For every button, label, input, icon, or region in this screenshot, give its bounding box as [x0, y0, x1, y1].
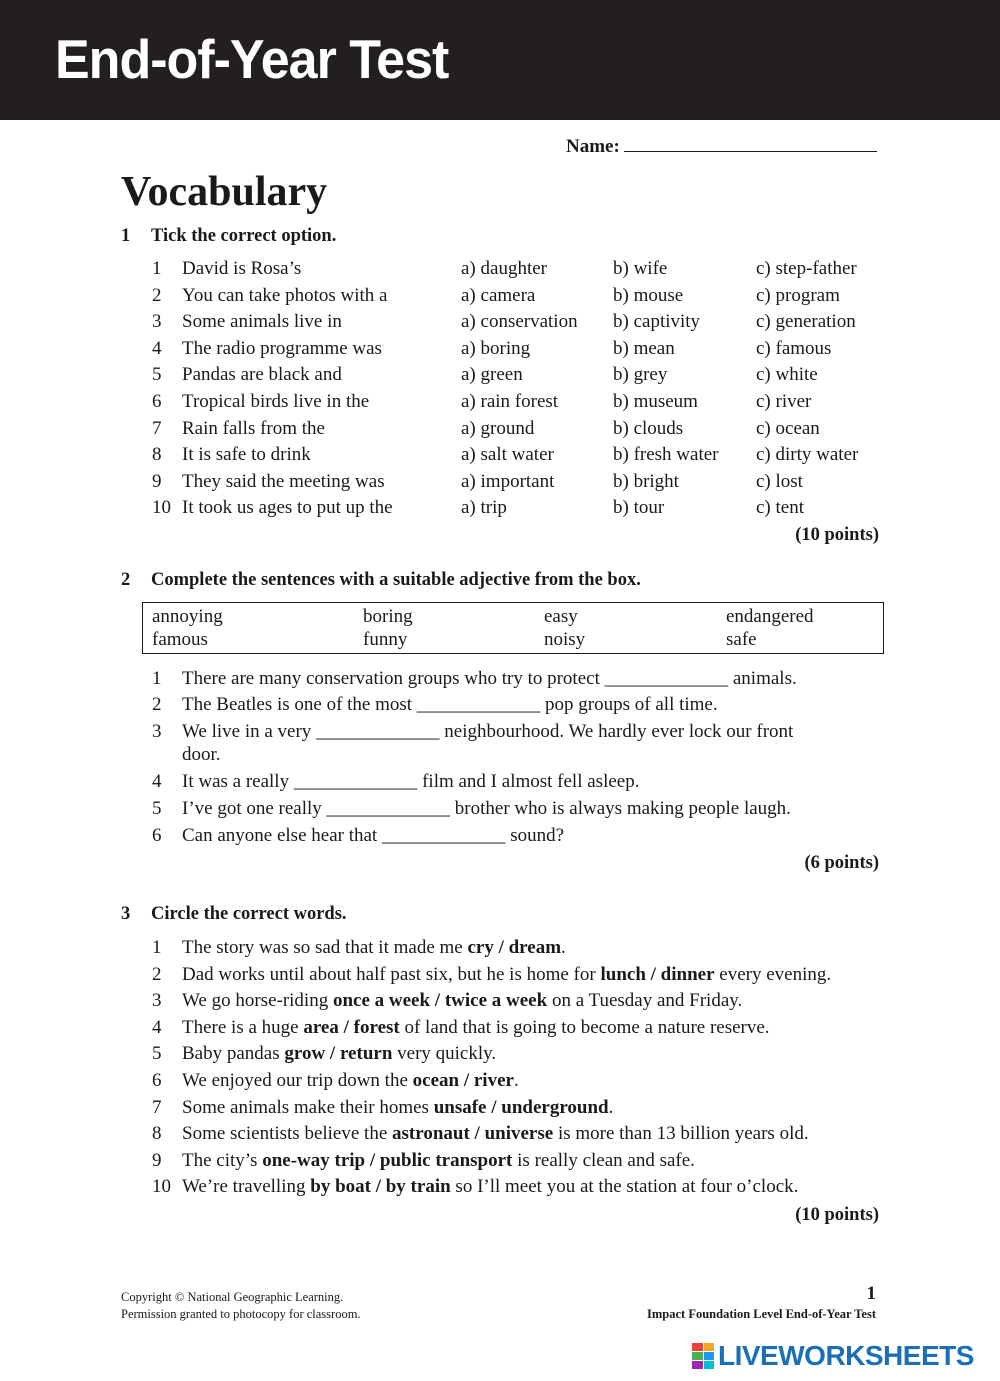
sentence-pre: There is a huge — [182, 1017, 304, 1038]
sentence-text — [182, 964, 831, 986]
question-text: Pandas are black and — [182, 364, 342, 385]
sentence-pre: We enjoyed our trip down the — [182, 1070, 413, 1091]
word-choice[interactable]: astronaut / universe — [392, 1123, 554, 1144]
option-a[interactable]: a) salt water — [461, 444, 554, 465]
sentence-text: We live in a very _____________ neighbourhood. We hardly ever lock our front — [182, 721, 794, 742]
question-number: 5 — [152, 364, 162, 385]
exercise-1-heading — [121, 226, 336, 247]
footer-book-title: Impact Foundation Level End-of-Year Test — [647, 1307, 876, 1321]
question-text: David is Rosa’s — [182, 258, 302, 279]
sentence-number: 2 — [152, 694, 162, 715]
question-number: 2 — [152, 285, 162, 306]
sentence-text — [182, 1150, 695, 1172]
sentence-post: on a Tuesday and Friday. — [547, 990, 743, 1011]
question-number: 6 — [152, 391, 162, 412]
sentence-pre: We’re travelling — [182, 1176, 311, 1197]
option-a[interactable]: a) trip — [461, 497, 507, 518]
exercise-3-points: (10 points) — [795, 1205, 879, 1225]
footer-copyright: Copyright © National Geographic Learning. — [121, 1290, 344, 1304]
sentence-post: is more than 13 billion years old. — [553, 1123, 809, 1144]
question-number: 8 — [152, 444, 162, 465]
sentence-number: 7 — [152, 1097, 162, 1118]
box-word: endangered — [726, 606, 814, 627]
option-b[interactable]: b) grey — [613, 364, 668, 385]
sentence-text — [182, 990, 742, 1012]
option-a[interactable]: a) daughter — [461, 258, 547, 279]
box-word: boring — [363, 606, 413, 627]
name-label: Name: — [566, 136, 620, 157]
sentence-number: 3 — [152, 721, 162, 742]
option-a[interactable]: a) boring — [461, 338, 531, 359]
sentence-number: 4 — [152, 771, 162, 792]
sentence-number: 6 — [152, 1070, 162, 1091]
exercise-3-heading — [121, 904, 347, 925]
sentence-text — [182, 1097, 613, 1119]
sentence-number: 2 — [152, 964, 162, 985]
question-number: 1 — [152, 258, 162, 279]
sentence-text — [182, 1017, 770, 1039]
sentence-pre: We go horse-riding — [182, 990, 333, 1011]
option-b[interactable]: b) tour — [613, 497, 665, 518]
word-choice[interactable]: lunch / dinner — [600, 964, 715, 985]
exercise-number: 2 — [121, 570, 131, 590]
option-c[interactable]: c) ocean — [756, 418, 820, 439]
option-a[interactable]: a) camera — [461, 285, 536, 306]
page-number: 1 — [866, 1283, 876, 1304]
sentence-number: 1 — [152, 937, 162, 958]
box-word: safe — [726, 629, 757, 650]
word-choice[interactable]: one-way trip / public transport — [262, 1150, 513, 1171]
question-text: They said the meeting was — [182, 471, 385, 492]
sentence-text: There are many conservation groups who try to protect _____________ animals. — [182, 668, 797, 689]
word-choice[interactable]: area / forest — [303, 1017, 400, 1038]
question-row — [152, 258, 442, 282]
question-number: 10 — [152, 497, 171, 518]
question-text: You can take photos with a — [182, 285, 388, 306]
sentence-post: very quickly. — [392, 1043, 497, 1064]
question-text: Tropical birds live in the — [182, 391, 370, 412]
option-a[interactable]: a) green — [461, 364, 523, 385]
option-c[interactable]: c) generation — [756, 311, 856, 332]
header-bar — [0, 0, 1000, 120]
sentence-number: 8 — [152, 1123, 162, 1144]
sentence-text: It was a really _____________ film and I almost fell asleep. — [182, 771, 640, 792]
sentence-post: every evening. — [714, 964, 832, 985]
word-choice[interactable]: ocean / river — [412, 1070, 514, 1091]
sentence-text — [182, 1176, 798, 1198]
option-b[interactable]: b) mouse — [613, 285, 684, 306]
question-row — [152, 497, 442, 521]
word-choice[interactable]: unsafe / underground — [433, 1097, 609, 1118]
option-b[interactable]: b) clouds — [613, 418, 684, 439]
question-row — [152, 285, 442, 309]
option-a[interactable]: a) ground — [461, 418, 535, 439]
sentence-number: 4 — [152, 1017, 162, 1038]
sentence-text — [182, 1070, 519, 1092]
sentence-text — [182, 937, 566, 959]
option-c[interactable]: c) program — [756, 285, 840, 306]
sentence-post: is really clean and safe. — [512, 1150, 695, 1171]
question-row — [152, 391, 442, 415]
option-c[interactable]: c) step-father — [756, 258, 857, 279]
liveworksheets-icon — [692, 1343, 714, 1369]
box-word: easy — [544, 606, 578, 627]
sentence-number: 1 — [152, 668, 162, 689]
sentence-post: . — [608, 1097, 614, 1118]
question-text: The radio programme was — [182, 338, 382, 359]
option-b[interactable]: b) mean — [613, 338, 675, 359]
sentence-number: 10 — [152, 1176, 171, 1197]
sentence-number: 3 — [152, 990, 162, 1011]
sentence-pre: The city’s — [182, 1150, 263, 1171]
question-number: 4 — [152, 338, 162, 359]
exercise-instruction: Complete the sentences with a suitable adjective from the box. — [151, 570, 641, 590]
question-number: 9 — [152, 471, 162, 492]
option-c[interactable]: c) lost — [756, 471, 803, 492]
question-number: 7 — [152, 418, 162, 439]
option-b[interactable]: b) bright — [613, 471, 679, 492]
question-text: Some animals live in — [182, 311, 342, 332]
question-row — [152, 418, 442, 442]
option-a[interactable]: a) conservation — [461, 311, 578, 332]
word-choice[interactable]: by boat / by train — [310, 1176, 451, 1197]
sentence-number: 6 — [152, 825, 162, 846]
option-b[interactable]: b) wife — [613, 258, 668, 279]
sentence-pre: The story was so sad that it made me — [182, 937, 468, 958]
word-box — [142, 602, 884, 654]
question-row — [152, 444, 442, 468]
option-c[interactable]: c) dirty water — [756, 444, 859, 465]
sentence-number: 5 — [152, 1043, 162, 1064]
sentence-pre: Baby pandas — [182, 1043, 285, 1064]
question-text: It is safe to drink — [182, 444, 311, 465]
sentence-post: . — [513, 1070, 519, 1091]
question-row — [152, 364, 442, 388]
box-word: famous — [152, 629, 208, 650]
question-text: It took us ages to put up the — [182, 497, 393, 518]
sentence-post: so I’ll meet you at the station at four o’clock. — [450, 1176, 799, 1197]
option-a[interactable]: a) rain forest — [461, 391, 559, 412]
sentence-text: I’ve got one really _____________ brother who is always making people laugh. — [182, 798, 791, 819]
sentence-pre: Dad works until about half past six, but he is home for — [182, 964, 601, 985]
sentence-text — [182, 1123, 809, 1145]
footer-permission: Permission granted to photocopy for classroom. — [121, 1307, 361, 1321]
question-text: Rain falls from the — [182, 418, 325, 439]
exercise-number: 3 — [121, 904, 131, 924]
sentence-text: The Beatles is one of the most _____________ pop groups of all time. — [182, 694, 718, 715]
sentence-continuation: door. — [182, 744, 221, 765]
liveworksheets-logo[interactable] — [692, 1340, 974, 1372]
sentence-number: 5 — [152, 798, 162, 819]
sentence-pre: Some animals make their homes — [182, 1097, 434, 1118]
name-field[interactable] — [566, 133, 877, 158]
word-choice[interactable]: cry / dream — [467, 937, 562, 958]
sentence-text — [182, 1043, 496, 1065]
exercise-number: 1 — [121, 226, 131, 246]
question-row — [152, 311, 442, 335]
exercise-1-points: (10 points) — [795, 525, 879, 545]
option-b[interactable]: b) captivity — [613, 311, 701, 332]
word-choice[interactable]: grow / return — [284, 1043, 393, 1064]
exercise-instruction: Tick the correct option. — [151, 226, 337, 246]
question-number: 3 — [152, 311, 162, 332]
name-blank[interactable] — [624, 133, 877, 152]
logo-text: LIVEWORKSHEETS — [718, 1340, 974, 1371]
exercise-2-points: (6 points) — [804, 853, 879, 873]
option-c[interactable]: c) tent — [756, 497, 805, 518]
sentence-number: 9 — [152, 1150, 162, 1171]
box-word: funny — [363, 629, 408, 650]
question-row — [152, 338, 442, 362]
sentence-text: Can anyone else hear that _____________ sound? — [182, 825, 565, 846]
option-a[interactable]: a) important — [461, 471, 555, 492]
exercise-instruction: Circle the correct words. — [151, 904, 347, 924]
box-word: noisy — [544, 629, 586, 650]
exercise-2-heading — [121, 570, 641, 591]
option-c[interactable]: c) famous — [756, 338, 832, 359]
option-b[interactable]: b) museum — [613, 391, 698, 412]
page-title: End-of-Year Test — [55, 29, 449, 91]
option-c[interactable]: c) white — [756, 364, 818, 385]
option-c[interactable]: c) river — [756, 391, 812, 412]
sentence-pre: Some scientists believe the — [182, 1123, 393, 1144]
box-word: annoying — [152, 606, 223, 627]
sentence-post: of land that is going to become a nature reserve. — [399, 1017, 770, 1038]
sentence-post: . — [561, 937, 566, 958]
section-title: Vocabulary — [121, 169, 328, 215]
question-row — [152, 471, 442, 495]
option-b[interactable]: b) fresh water — [613, 444, 719, 465]
word-choice[interactable]: once a week / twice a week — [332, 990, 548, 1011]
